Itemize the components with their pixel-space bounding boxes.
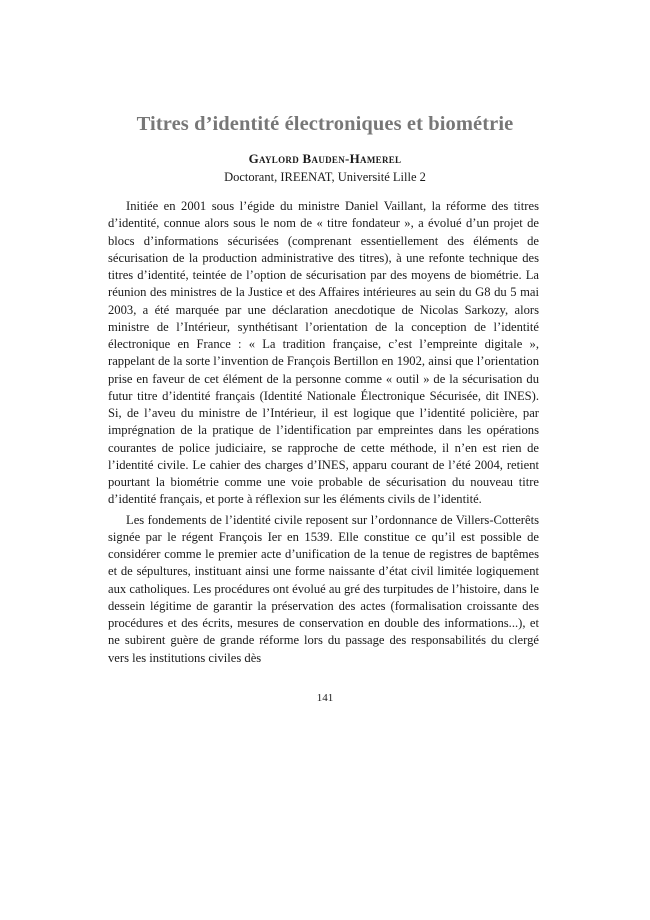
article-title: Titres d’identité électroniques et biométrie: [136, 113, 514, 135]
author-affiliation: Doctorant, IREENAT, Université Lille 2: [224, 170, 426, 184]
article-body: [108, 198, 539, 670]
body-paragraph: Les fondements de l’identité civile reposent sur l’ordonnance de Villers-Cotterêts signée par le régent François Ier en 1539. Elle constitue ce qu’il est possible de considérer comme le premier acte d’unification de la tenue de registres de baptêmes et de sépultures, instituant ainsi une forme naissante d’état civil limitée logiquement aux catholiques. Les procédures ont évolué au gré des turpitudes de l’histoire, dans le dessein légitime de garantir la préservation des actes (formalisation croissante des procédures et des écrits, mesures de conservation en double des informations...), et ne subirent guère de grande réforme lors du passage des responsabilités du clergé vers les institutions civiles dès: [108, 512, 539, 665]
author-name: Gaylord Bauden-Hamerel: [248, 151, 402, 166]
page-number: 141: [316, 692, 334, 704]
body-paragraph: Initiée en 2001 sous l’égide du ministre Daniel Vaillant, la réforme des titres d’identité, connue alors sous le nom de « titre fondateur », a évolué d’un projet de blocs d’informations sécurisées (comprenant essentiellement des éléments de sécurisation de la production administrative des titres), à une refonte technique des titres d’identité, teintée de l’option de sécurisation par des moyens de biométrie. La réunion des ministres de la Justice et des Affaires intérieures au sein du G8 du 5 mai 2003, a été marquée par une déclaration anecdotique de Nicolas Sarkozy, alors ministre de l’Intérieur, synthétisant l’orientation de la conception de l’identité électronique en France : « La tradition française, c’est l’empreinte digitale », rappelant de la sorte l’invention de François Bertillon en 1902, ainsi que l’orientation prise en faveur de cet élément de la personne comme « outil » de la sécurisation du futur titre d’identité français (Identité Nationale Électronique Sécurisée, dit INES). Si, de l’aveu du ministre de l’Intérieur, il est logique que l’identité policière, par imprégnation de la pratique de l’identification par empreintes dans les opérations courantes de police judiciaire, se rapproche de cette méthode, il n’en est rien de l’identité civile. Le cahier des charges d’INES, apparu courant de l’été 2004, retient pourtant la biométrie comme une voie probable de sécurisation du nouveau titre d’identité français, et porte à réflexion sur les éléments civils de l’identité.: [108, 199, 539, 507]
